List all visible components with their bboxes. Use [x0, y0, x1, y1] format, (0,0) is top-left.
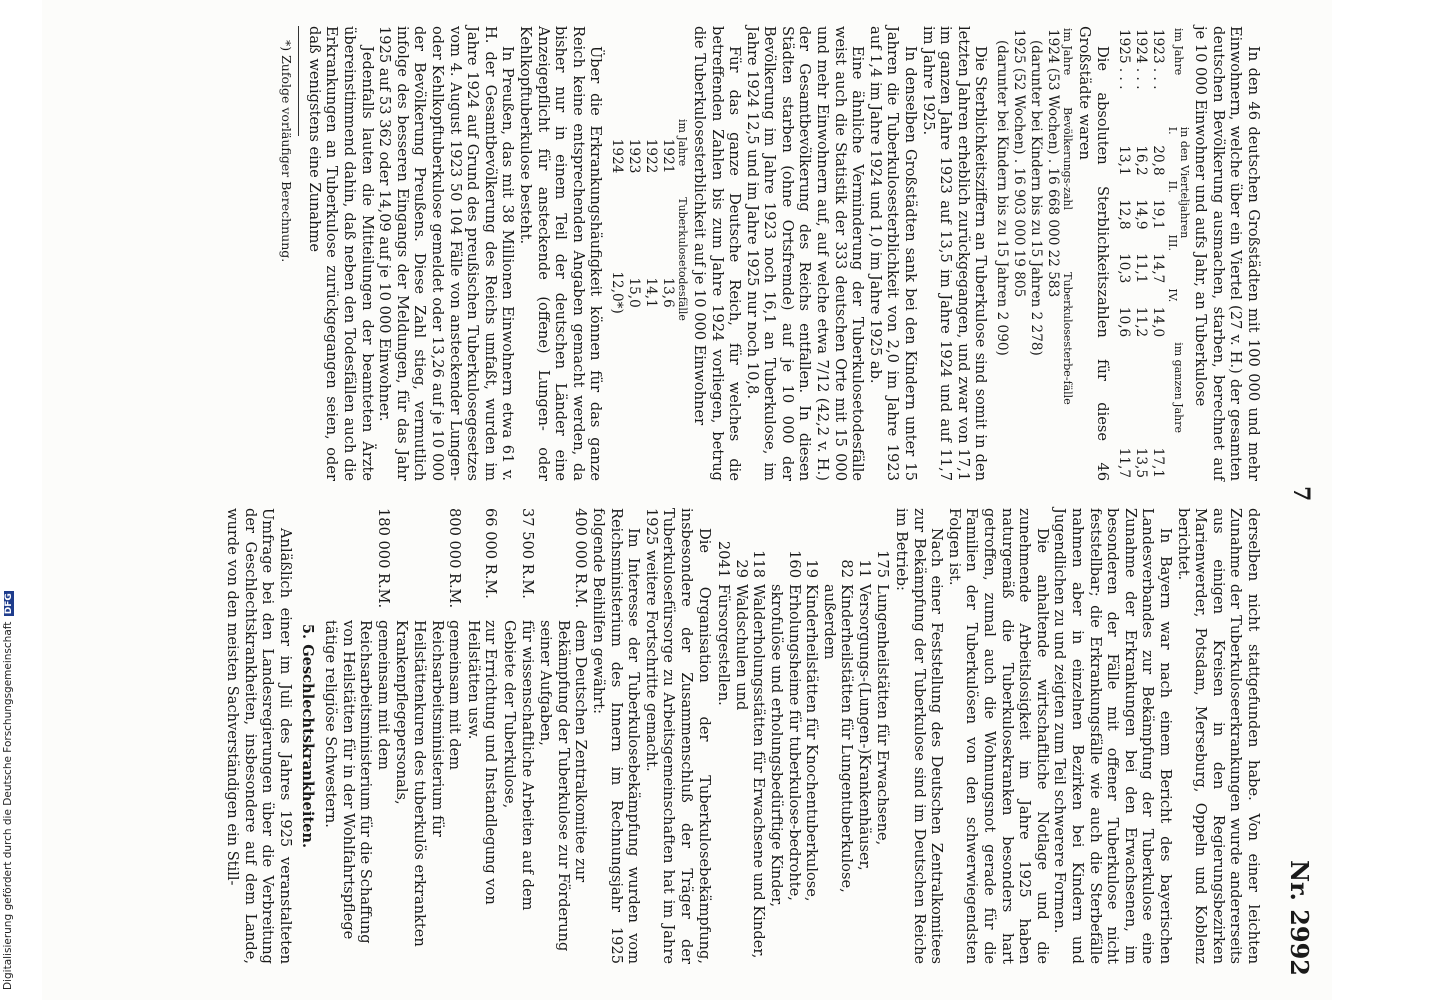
list-text: Erholungsheime für tuberkulose-bedrohte, skrofulöse und erholungsbedürftige Kinder, [767, 584, 803, 908]
table-cell: 13,1 [1115, 145, 1132, 176]
list-count: 19 [803, 559, 821, 578]
table-cell: 1921 [660, 138, 677, 174]
table-header: in den Vierteljahren [1177, 126, 1191, 239]
subsidy-purpose: dem Deutschen Zentralkomitee zur Bekämpfung der Tuberkulose zur Förderung seiner Aufgaben, [537, 620, 590, 952]
list-count: 29 [732, 559, 750, 578]
table-cell: 14,9 [1132, 199, 1149, 230]
absolute-mortality-table [993, 26, 1073, 481]
table-row [642, 117, 659, 390]
issue-number: Nr. 2992 [1285, 860, 1314, 976]
table-row [993, 26, 1010, 481]
section-heading: 5. Geschlechtskrankheiten. [298, 623, 316, 849]
subsidy-amount: 37 500 R.M. [518, 508, 536, 599]
subsidy-purpose: zur Errichtung und Instandlegung von Heilstätten usw. [464, 620, 500, 905]
table-cell: 10,3 [1115, 253, 1132, 284]
subsidy-item [464, 508, 499, 964]
subsidy-amount: 800 000 R.M. [446, 508, 464, 609]
table-cell: 14,0 [1149, 306, 1166, 338]
subsidy-item [393, 508, 463, 964]
table-header: Tuberkulosesterbe-fälle [1061, 272, 1075, 405]
list-count: 82 [838, 559, 856, 578]
list-item [715, 508, 733, 964]
list-item [855, 508, 873, 964]
table-header: III. [1165, 234, 1179, 252]
list-count: 175 [873, 550, 891, 578]
list-item [873, 508, 891, 964]
paragraph: In Bayern war nach einem Bericht des bayerischen Landesverbandes zur Bekämpfung der Tuberkulose eine Zunahme der Erkrankungen bei den Erwachsenen, im besonderen der Fälle mit offener Tuberkulose nicht feststellbar; die Erkrankungsfälle wie auch die Sterbefälle nahmen aber in einzelnen Bezirken bei Kindern und Jugendlichen zu und zeigten zum Teil schwerere Formen. [1051, 508, 1175, 964]
table-row [608, 117, 625, 390]
table-cell: 12,8 [1115, 199, 1132, 230]
table-header: Bevölkerungs-zahl [1061, 107, 1075, 211]
subsidy-item [537, 508, 590, 964]
subsidy-list [322, 508, 590, 964]
list-item [732, 508, 750, 964]
paragraph: Nach einer Feststellung des Deutschen Zentralkomitees zur Bekämpfung der Tuberkulose sind im Deutschen Reiche im Betrieb: [893, 508, 946, 964]
footnote-divider [298, 26, 299, 136]
paragraph: Die Sterblichkeitsziffern an Tuberkulose sind somit in den letzten Jahren erheblich zurückgegangen, und zwar von 17,1 im ganzen Jahre 1923 auf 13,5 im Jahre 1924 und auf 11,7 im Jahre 1925. [919, 26, 990, 481]
subsidy-amount: 400 000 R.M. [572, 508, 590, 609]
table-cell: 12,0*) [609, 271, 626, 314]
scanned-page [42, 0, 1332, 1000]
table-cell: 17,1 [1149, 447, 1166, 478]
table-row [1115, 26, 1132, 481]
table-header: I. [1165, 126, 1179, 135]
paragraph: In denselben Großstädten sank bei den Kindern unter 15 Jahren die Tuberkulosesterblichkeit von 2,0 im Jahre 1923 auf 1,4 im Jahre 1924 und 1,0 im Jahre 1925 ab. [866, 26, 920, 481]
list-text: Kinderheilstätten für Knochentuberkulose, [803, 584, 821, 902]
list-count: 11 [855, 559, 873, 578]
paragraph: Die anhaltende wirtschaftliche Notlage und die zunehmende Arbeitslosigkeit im Jahre 1925 haben naturgemäß die Tuberkulosekranken besonders hart getroffen, zumal auch die Wohnungsnot gerade für die Familien der Tuberkulösen von den schwerwiegendsten Folgen ist. [945, 508, 1051, 964]
table-cell: 13,6 [660, 277, 677, 308]
subsidy-item [500, 508, 535, 964]
paragraph: Die Organisation der Tuberkulosebekämpfung, insbesondere der Zusammenschluß der Träger der Tuberkulosefürsorge zu Arbeitsgemeinschaften hat im Jahre 1925 weitere Fortschritte gemacht. [642, 508, 713, 964]
table-row [1132, 26, 1149, 481]
table-row [1044, 26, 1061, 481]
table-cell: 1924 [609, 138, 626, 174]
table-row [1027, 26, 1044, 481]
paragraph: Für das ganze Deutsche Reich, für welches die betreffenden Zahlen bis zum Jahre 1924 vorliegen, betrug die Tuberkulosesterblichkeit auf je 10 000 Einwohner [690, 26, 744, 481]
paragraph: In den 46 deutschen Großstädten mit 100 000 und mehr Einwohnern, welche über ein Viertel (27 v. H.) der gesamten deutschen Bevölkerung ausmachen, starben, berechnet auf je 10 000 Einwohner und aufs Jahr, an Tuberkulose [1192, 26, 1262, 481]
table-cell: 1924 . . . [1132, 29, 1149, 90]
page-number: 7 [1288, 486, 1314, 502]
table-header: II. [1165, 180, 1179, 193]
table-cell: 15,0 [626, 277, 643, 308]
paragraph: Jedenfalls lauten die Mitteilungen der beamteten Ärzte übereinstimmend dahin, daß neben den Todesfällen auch die Erkrankungen an Tuberkulose zurückgegangen seien, oder daß wenigstens eine Zunahme [305, 26, 376, 481]
table-cell: 11,2 [1132, 306, 1149, 338]
table-cell: 1923 . . . [1149, 29, 1166, 90]
list-text: Waldschulen und [732, 584, 750, 711]
table-cell: 11,7 [1115, 447, 1132, 478]
table-cell: 1922 [643, 138, 660, 174]
table-cell: 16,2 [1132, 145, 1149, 176]
list-text: Lungenheilstätten für Erwachsene, [873, 584, 891, 846]
table-cell: 19,1 [1149, 199, 1166, 230]
table-header: im Jahre [1171, 28, 1185, 76]
paragraph: Im Interesse der Tuberkulosebekämpfung wurden vom Reichsministerium des Innern im Rechnungsjahr 1925 folgende Beihilfen gewährt: [590, 508, 643, 964]
paragraph: Anläßlich einer im Juli des Jahres 1925 veranstalteten Umfrage bei den Landesregierungen über die Verbreitung der Geschlechtskrankheiten, insbesondere auf dem Lande, wurde von den meisten Sachverständigen ein Still- [224, 508, 294, 964]
subsidy-purpose: für wissenschaftliche Arbeiten auf dem Gebiete der Tuberkulose, [501, 620, 536, 911]
facility-list [715, 508, 891, 964]
list-item [803, 508, 821, 964]
table-cell: 1924 (53 Wochen) . 16 668 000 22 583 [1045, 29, 1062, 298]
table-cell: 1923 [626, 138, 643, 174]
table-cell: 1925 (52 Wochen) . 16 903 000 19 805 [1011, 29, 1028, 298]
table-header: IV. [1165, 288, 1179, 303]
subsidy-amount: 180 000 R.M. [374, 508, 392, 609]
paragraph: derselben nicht stattgefunden habe. Von einer leichten Zunahme der Tuberkuloseerkrankungen wurde andererseits aus einigen Kreisen in den Regierungsbezirken Marienwerder, Potsdam, Merseburg, Oppeln und Koblenz berichtet. [1174, 508, 1262, 964]
digitization-credit [0, 0, 22, 1000]
reich-mortality-table [608, 117, 688, 390]
table-cell: (darunter bei Kindern bis zu 15 Jahren 2 278) [1028, 40, 1045, 356]
table-cell: 20,8 [1149, 145, 1166, 176]
right-column [224, 508, 1262, 964]
left-column [278, 26, 1262, 481]
table-row [1010, 26, 1027, 481]
list-item [820, 508, 838, 964]
paragraph: Über die Erkrankungshäufigkeit können für das ganze Reich keine entsprechenden Angaben gemacht werden, da bisher nur in einem Teil der deutschen Länder eine Anzeigepflicht für ansteckende (offene) Lungen- oder Kehlkopftuberkulose besteht. [516, 26, 605, 481]
footnote: *) Zufolge vorläufiger Berechnung. [279, 40, 295, 263]
list-item [750, 508, 768, 964]
table-cell: 1925 . . . [1115, 29, 1132, 90]
table-cell: (darunter bei Kindern bis zu 15 Jahren 2 090) [994, 40, 1011, 356]
credit-text: Digitalisierung gefördert durch die Deutsche Forschungsgemeinschaft [2, 621, 14, 990]
quarterly-mortality-table [1115, 26, 1190, 481]
list-count: 118 [750, 550, 768, 578]
dfg-logo: DFG [4, 593, 14, 615]
list-text: Versorgungs-(Lungen-)Krankenhäuser, [855, 584, 873, 871]
subsidy-item [322, 508, 392, 964]
list-item [838, 508, 856, 964]
list-text: Kinderheilstätten für Lungentuberkulose, [838, 584, 856, 893]
paragraph: Eine ähnliche Verminderung der Tuberkulosetodesfälle weist auch die Statistik der 333 deutschen Orte mit 15 000 und mehr Einwohnern auf, auf welche etwa 7/12 (42,2 v. H.) der Gesamtbevölkerung des Reichs entfallen. In diesen Städten starben (ohne Ortsfremde) auf je 10 000 der Bevölkerung im Jahre 1923 noch 16,1 an Tuberkulose, im Jahre 1924 12,5 und im Jahre 1925 nur noch 10,8. [743, 26, 867, 481]
subsidy-amount: 66 000 R.M. [482, 508, 500, 599]
table-row [1149, 26, 1166, 481]
list-text: Walderholungsstätten für Erwachsene und Kinder, [750, 584, 768, 959]
list-count: 2041 [715, 540, 733, 578]
list-item [767, 508, 802, 964]
list-text: außerdem [820, 584, 838, 660]
table-header: im Jahre [676, 119, 690, 167]
table-cell: 10,6 [1115, 306, 1132, 338]
subsidy-purpose: gemeinsam mit dem Reichsarbeitsministerium für die Schaffung von Heilstätten für in der Wohlfahrtspflege tätige religiöse Schwestern. [322, 620, 392, 944]
table-cell: 13,5 [1132, 447, 1149, 478]
table-header: Tuberkulosetodesfälle [676, 197, 690, 321]
list-text: Fürsorgestellen. [715, 584, 733, 706]
paragraph: In Preußen, das mit 38 Millionen Einwohnern etwa 61 v. H. der Gesamtbevölkerung des Reichs umfaßt, wurden im Jahre 1924 auf Grund des preußischen Tuberkulosegesetzes vom 4. August 1923 50 104 Fälle von ansteckender Lungen- oder Kehlkopftuberkulose gemeldet oder 13,26 auf je 10 000 der Bevölkerung Preußens. Diese Zahl stieg, vermutlich infolge des besseren Eingangs der Meldungen, für das Jahr 1925 auf 53 362 oder 14,09 auf je 10 000 Einwohner. [376, 26, 517, 481]
table-row [659, 117, 676, 390]
table-header: im Jahre [1061, 28, 1075, 76]
subsidy-purpose: gemeinsam mit dem Reichsarbeitsministerium für Heilstättenkuren des tuberkulös erkrankten Krankenpflegepersonals, [393, 620, 464, 947]
paragraph: Die absoluten Sterblichkeitszahlen für diese 46 Großstädte waren [1076, 26, 1111, 481]
table-cell: 14,7 [1149, 253, 1166, 284]
table-row [625, 117, 642, 390]
table-cell: 14,1 [643, 277, 660, 308]
table-header: im ganzen Jahre [1171, 342, 1185, 434]
table-cell: 11,1 [1132, 253, 1149, 284]
list-count: 160 [785, 550, 803, 578]
